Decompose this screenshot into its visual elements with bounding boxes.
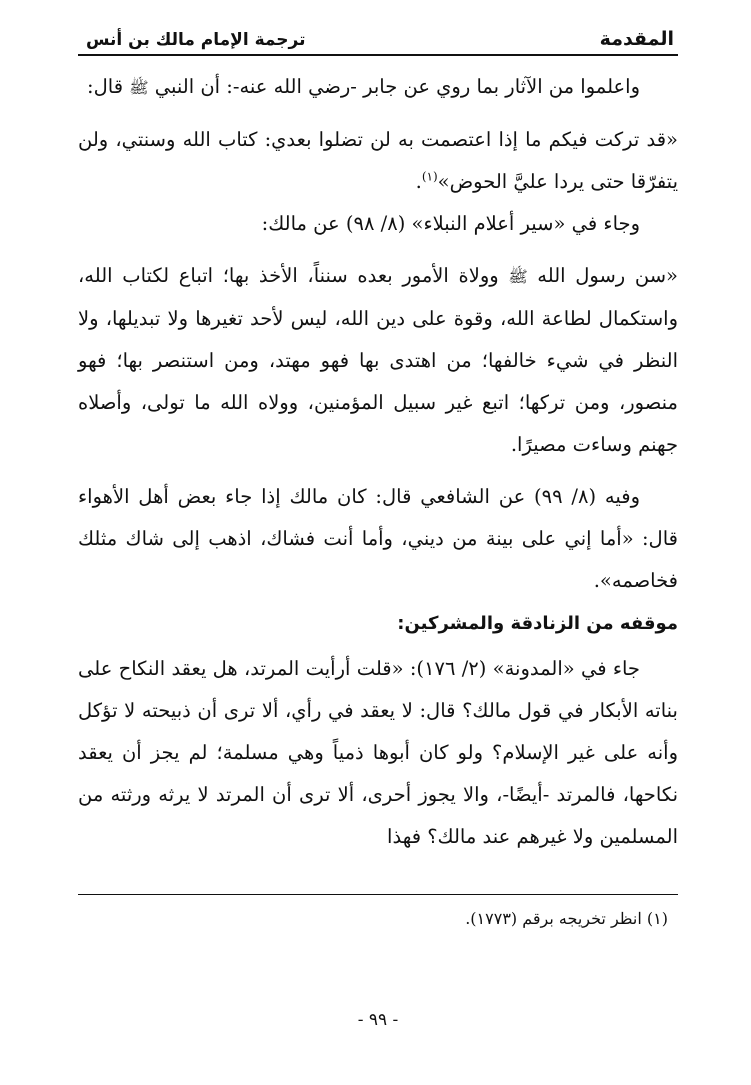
- honorific-glyph: ﷺ: [508, 267, 528, 286]
- running-header: [78, 22, 678, 56]
- paragraph-siyar: وجاء في «سير أعلام النبلاء» (٨/ ٩٨) عن مالك:: [261, 212, 640, 235]
- malik-quote: [78, 255, 678, 466]
- footnote: (١) انظر تخريجه برقم (١٧٧٣).: [465, 909, 668, 928]
- quote-text: «قد تركت فيكم ما إذا اعتصمت به لن تضلوا بعدي: كتاب الله وسنتي، ولن يتفرّقا حتى يردا عليَّ الحوض»: [78, 128, 678, 193]
- paragraph-mudawwana: جاء في «المدونة» (٢/ ١٧٦): «قلت أرأيت المرتد، هل يعقد النكاح على بناته الأبكار في قول مالك؟ قال: لا يعقد في رأي، ألا ترى أن ذبيحته لا تؤكل وأنه على غير الإسلام؟ ولو كان أبوها ذمياً وهي مسلمة؛ لم يجز أن يعقد نكاحها، فالمرتد -أيضًا-، والا يجوز أحرى، ألا ترى أن المرتد لا يرثه ورثته من المسلمين ولا غيرهم عند مالك؟ فهذا: [78, 657, 678, 848]
- page-number: - ٩٩ -: [357, 1010, 399, 1030]
- page-body: [78, 66, 678, 858]
- quote-start: «سن رسول الله: [537, 264, 678, 287]
- quote-end: .: [415, 170, 422, 193]
- hadith-quote: [78, 119, 678, 203]
- honorific-glyph: ﷺ: [129, 78, 149, 97]
- paragraph-shafii: وفيه (٨/ ٩٩) عن الشافعي قال: كان مالك إذا جاء بعض أهل الأهواء قال: «أما إني على بينة من ديني، وأما أنت فشاك، اذهب إلى شاك مثلك فخاصمه».: [78, 485, 678, 592]
- book-page: [78, 22, 678, 1062]
- header-book-title: ترجمة الإمام مالك بن أنس: [86, 30, 306, 50]
- section-heading: موقفه من الزنادقة والمشركين:: [397, 613, 678, 634]
- quote-rest: وولاة الأمور بعده سنناً، الأخذ بها؛ اتباع لكتاب الله، واستكمال لطاعة الله، وقوة على دين الله، ليس لأحد تغيرها ولا تبديلها، ولا النظر في شيء خالفها؛ من اهتدى بها فهو مهتد، ومن استنصر بها؛ فهو منصور، ومن تركها؛ اتبع غير سبيل المؤمنين، وولاه الله ما تولى، وأصلاه جهنم وساءت مصيرًا.: [78, 264, 678, 456]
- paragraph-text-end: قال:: [87, 75, 124, 98]
- footnote-divider: [78, 894, 678, 895]
- footnote-marker[interactable]: (١): [421, 169, 438, 184]
- header-section-name: المقدمة: [599, 28, 674, 50]
- paragraph-text: واعلموا من الآثار بما روي عن جابر -رضي الله عنه-: أن النبي: [154, 75, 640, 98]
- paragraph-jabir: [78, 66, 678, 109]
